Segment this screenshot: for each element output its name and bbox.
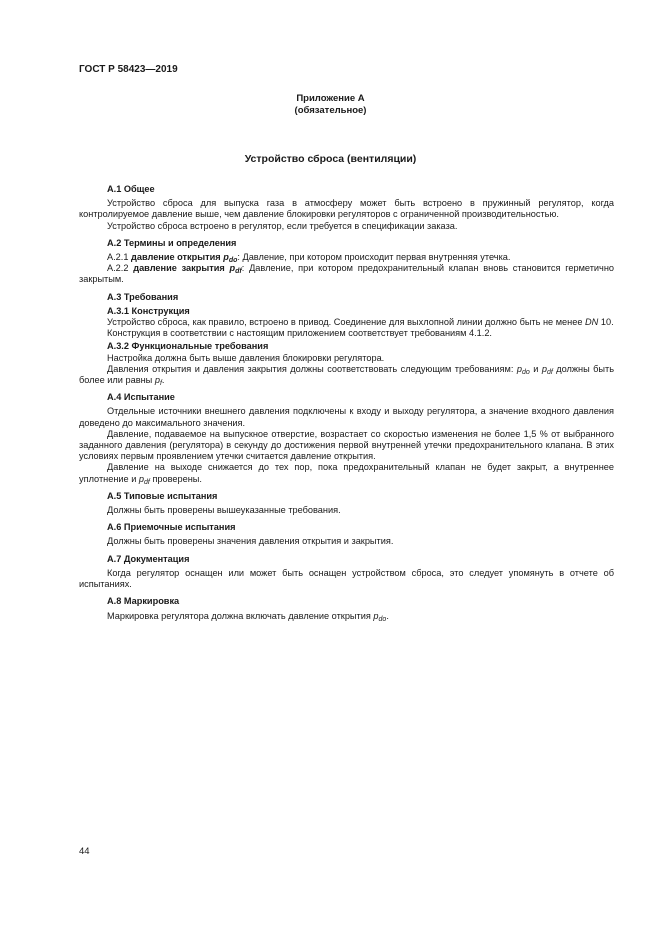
document-body [79,184,614,622]
paragraph: Должны быть проверены значения давления открытия и закрытия. [107,536,394,547]
section-heading-a6: А.6 Приемочные испытания [107,522,236,533]
paragraph: Давления открытия и давления закрытия должны соответствовать следующим требованиям: $p_{do}$ и $p_{df}$ должны быть более или равны $p_f$. [79,363,615,388]
appendix-note: (обязательное) [294,105,367,116]
definition-a2-1: А.2.1 давление открытия $p_{do}$: Давление, при котором происходит первая внутренняя утечка. [107,252,511,265]
section-heading-a3: А.3 Требования [107,291,179,302]
page-title: Устройство сброса (вентиляции) [244,153,417,165]
definition-a2-2: А.2.2 давление закрытия $p_{df}$: Давление, при котором предохранительный клапан вновь становится герметично закрытым. [79,263,615,285]
section-heading-a4: А.4 Испытание [107,392,175,403]
section-heading-a8: А.8 Маркировка [107,596,180,607]
subsection-heading-a3-2: А.3.2 Функциональные требования [107,341,269,352]
paragraph: Устройство сброса, как правило, встроено в привод. Соединение для выхлопной линии должно быть не менее DN 10. [107,317,614,328]
section-heading-a7: А.7 Документация [107,553,190,564]
paragraph: Устройство сброса встроено в регулятор, если требуется в спецификации заказа. [107,220,458,231]
paragraph: Отдельные источники внешнего давления подключены к входу и выходу регулятора, а значение входного давления доведено до максимального значения. [79,406,614,428]
section-heading-a5: А.5 Типовые испытания [107,490,218,501]
paragraph: Давление на выходе снижается до тех пор, пока предохранительный клапан не будет закрыт, а внутреннее уплотнение и $p_{df}$ проверены. [79,462,614,486]
paragraph: Настройка должна быть выше давления блокировки регулятора. [107,352,385,363]
section-heading-a2: А.2 Термины и определения [107,237,237,248]
page-number: 44 [79,846,90,857]
document-header: ГОСТ Р 58423—2019 [79,64,178,75]
paragraph: Должны быть проверены вышеуказанные требования. [107,505,341,516]
subsection-heading-a3-1: А.3.1 Конструкция [107,305,190,316]
paragraph: Маркировка регулятора должна включать давление открытия $p_{do}$. [107,610,389,623]
appendix-label [0,93,661,117]
paragraph: Когда регулятор оснащен или может быть оснащен устройством сброса, это следует упомянуть в отчете об испытаниях. [79,567,614,590]
paragraph: Давление, подаваемое на выпускное отверстие, возрастает со скоростью изменения не более 1,5 % от выбранного заданного давления (регулятора) в секунду до достижения первой внутренней утечки предохранительного клапана. В этих условиях первым проявлением утечки считается давление открытия. [79,428,614,462]
paragraph: Конструкция в соответствии с настоящим приложением соответствует требованиям 4.1.2. [107,328,492,339]
appendix-title: Приложение А [296,93,365,104]
section-heading-a1: А.1 Общее [107,184,155,194]
paragraph: Устройство сброса для выпуска газа в атмосферу может быть встроено в пружинный регулятор, когда контролируемое давление выше, чем давление блокировки регуляторов с ограниченной производительностью. [79,198,614,220]
